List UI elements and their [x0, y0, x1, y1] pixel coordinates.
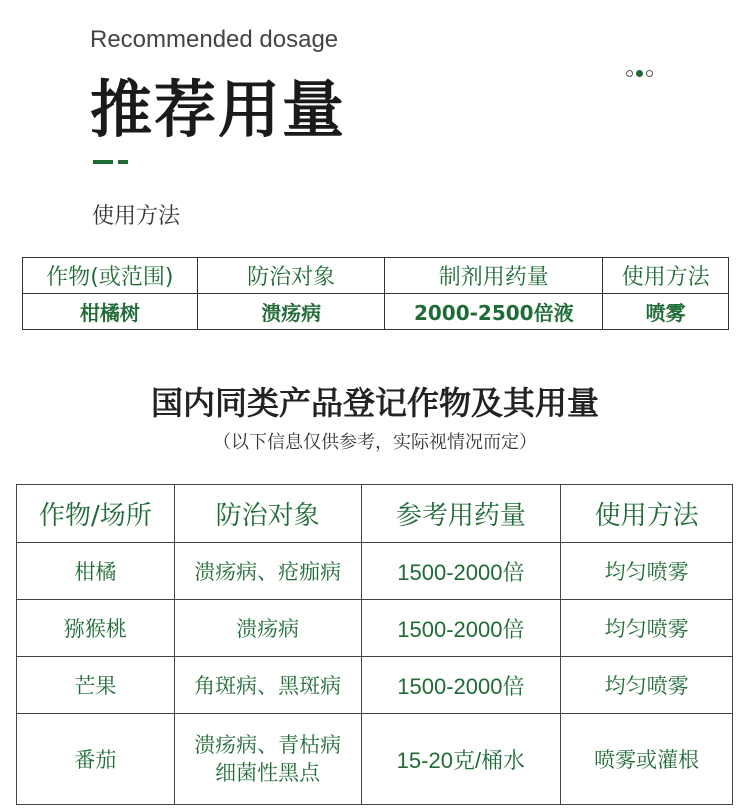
- table-cell: 溃疡病: [197, 294, 385, 330]
- table-row: [17, 600, 733, 657]
- table-cell: 1500-2000倍: [361, 657, 561, 714]
- table-row: [17, 714, 733, 805]
- registered-table: [16, 484, 733, 805]
- table-cell: 芒果: [17, 657, 175, 714]
- carousel-indicator[interactable]: [626, 70, 653, 77]
- table-cell: 柑橘: [17, 543, 175, 600]
- header-cell: 使用方法: [603, 258, 729, 294]
- header-cell: 使用方法: [561, 485, 733, 543]
- table-cell: 猕猴桃: [17, 600, 175, 657]
- table-cell: 1500-2000倍: [361, 543, 561, 600]
- dosage-table: [22, 257, 729, 330]
- table-row: [23, 294, 729, 330]
- table-row: [17, 543, 733, 600]
- accent-divider: [93, 160, 128, 164]
- header-cell: 参考用药量: [361, 485, 561, 543]
- table-cell: 喷雾: [603, 294, 729, 330]
- dot-active-icon[interactable]: [636, 70, 643, 77]
- target-line-2: 细菌性黑点: [215, 761, 321, 785]
- table-cell: [174, 714, 361, 805]
- table-cell: 1500-2000倍: [361, 600, 561, 657]
- target-line-1: 溃疡病、青枯病: [194, 733, 342, 757]
- table-cell: 喷雾或灌根: [561, 714, 733, 805]
- table-header-row: [17, 485, 733, 543]
- header-cell: 作物(或范围): [23, 258, 198, 294]
- table-cell: 角斑病、黑斑病: [174, 657, 361, 714]
- english-title: Recommended dosage: [90, 26, 339, 53]
- table-cell: 柑橘树: [23, 294, 198, 330]
- dot-icon[interactable]: [626, 70, 633, 77]
- table-cell: 均匀喷雾: [561, 543, 733, 600]
- table-cell: 均匀喷雾: [561, 657, 733, 714]
- table-header-row: [23, 258, 729, 294]
- table-cell: 2000-2500倍液: [385, 294, 603, 330]
- page-title: 推荐用量: [90, 73, 347, 146]
- dot-icon[interactable]: [646, 70, 653, 77]
- header-cell: 防治对象: [197, 258, 385, 294]
- table-cell: 番茄: [17, 714, 175, 805]
- table-cell: 均匀喷雾: [561, 600, 733, 657]
- header-cell: 制剂用药量: [385, 258, 603, 294]
- table-cell: 溃疡病: [174, 600, 361, 657]
- table-cell: 溃疡病、疮痂病: [174, 543, 361, 600]
- registered-subtitle: （以下信息仅供参考，实际视情况而定）: [213, 432, 537, 453]
- header-cell: 作物/场所: [17, 485, 175, 543]
- registered-title: 国内同类产品登记作物及其用量: [150, 384, 599, 422]
- section-label: 使用方法: [92, 204, 181, 229]
- table-cell: 15-20克/桶水: [361, 714, 561, 805]
- header-cell: 防治对象: [174, 485, 361, 543]
- table-row: [17, 657, 733, 714]
